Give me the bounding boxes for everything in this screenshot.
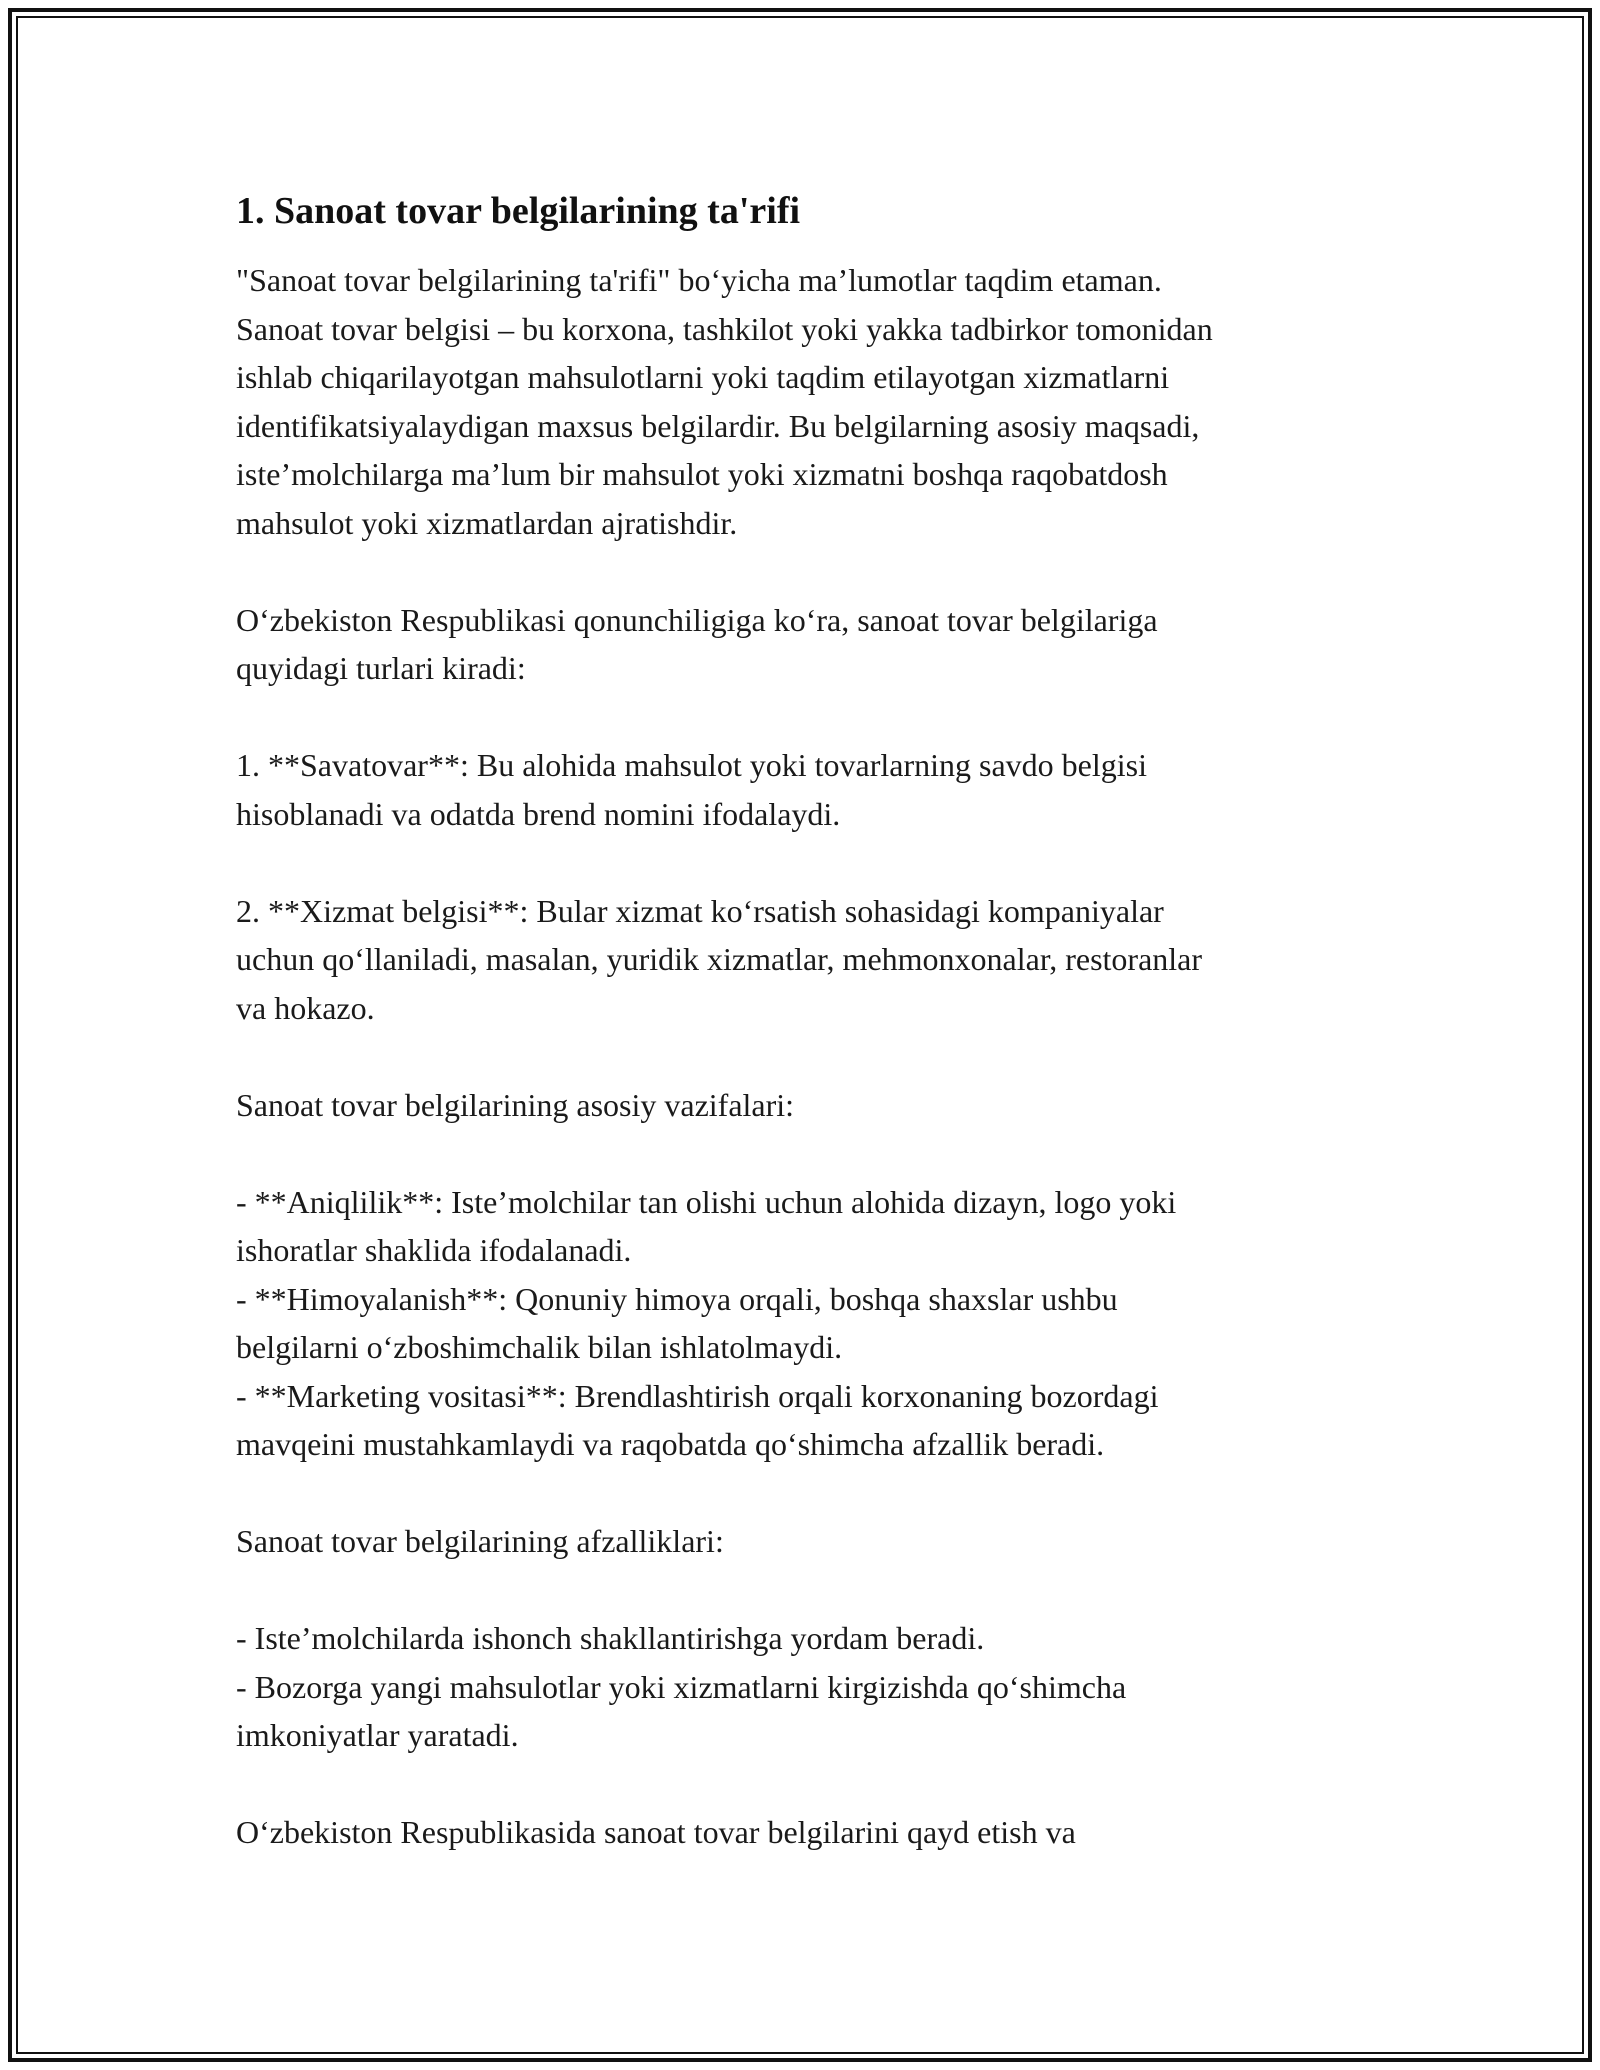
paragraph-definition: "Sanoat tovar belgilarining ta'rifi" bo‘yicha ma’lumotlar taqdim etaman. Sanoat tovar belgisi – bu korxona, tashkilot yoki yakka tadbirkor tomonidan ishlab chiqarilayotgan mahsulotlarni yoki taqdim etilayotgan xizmatlarni identifikatsiyalaydigan maxsus belgilardir. Bu belgilarning asosiy maqsadi, iste’molchilarga ma’lum bir mahsulot yoki xizmatni boshqa raqobatdosh mahsulot yoki xizmatlardan ajratishdir. xyxy=(236,262,1213,541)
paragraph-functions-list: - **Aniqlilik**: Iste’molchilar tan olishi uchun alohida dizayn, logo yoki ishoratlar shaklida ifodalanadi. - **Himoyalanish**: Qonuniy himoya orqali, boshqa shaxslar ushbu belgilarni o‘zboshimchalik bilan ishlatolmaydi. - **Marketing vositasi**: Brendlashtirish orqali korxonaning bozordagi mavqeini mustahkamlaydi va raqobatda qo‘shimcha afzallik beradi. xyxy=(236,1183,1177,1462)
paragraph-advantages-list: - Iste’molchilarda ishonch shakllantirishga yordam beradi. - Bozorga yangi mahsulotlar yoki xizmatlarni kirgizishda qo‘shimcha imkoniyatlar yaratadi. xyxy=(236,1620,1127,1753)
paragraph-advantages-heading: Sanoat tovar belgilarining afzalliklari: xyxy=(236,1523,724,1559)
section-heading: 1. Sanoat tovar belgilarining ta'rifi xyxy=(236,190,801,232)
paragraph-registration: O‘zbekiston Respublikasida sanoat tovar belgilarini qayd etish va xyxy=(236,1814,1076,1850)
paragraph-types-intro: O‘zbekiston Respublikasi qonunchiligiga ko‘ra, sanoat tovar belgilariga quyidagi turlari kiradi: xyxy=(236,601,1158,686)
document-body xyxy=(236,186,1366,1857)
paragraph-type-1: 1. **Savatovar**: Bu alohida mahsulot yoki tovarlarning savdo belgisi hisoblanadi va odatda brend nomini ifodalaydi. xyxy=(236,747,1147,832)
paragraph-functions-heading: Sanoat tovar belgilarining asosiy vazifalari: xyxy=(236,1086,795,1123)
paragraph-type-2: 2. **Xizmat belgisi**: Bular xizmat ko‘rsatish sohasidagi kompaniyalar uchun qo‘llaniladi, masalan, yuridik xizmatlar, mehmonxonalar, restoranlar va hokazo. xyxy=(236,892,1203,1026)
